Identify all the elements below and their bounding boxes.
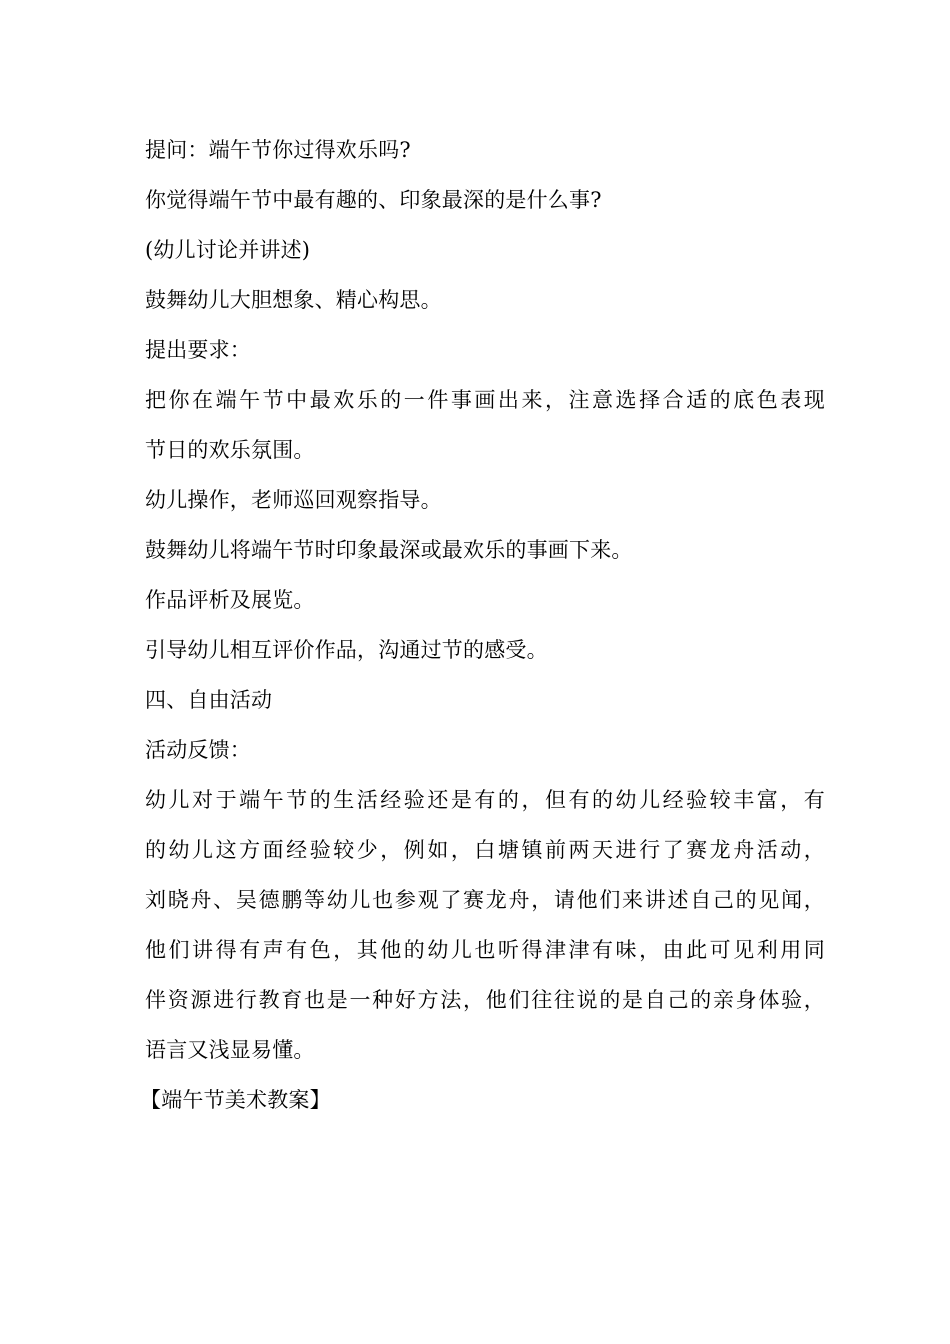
paragraph-line: 鼓舞幼儿将端午节时印象最深或最欢乐的事画下来。 (145, 538, 633, 562)
paragraph-line: (幼儿讨论并讲述) (145, 238, 311, 262)
paragraph-line: 引导幼儿相互评价作品，沟通过节的感受。 (145, 638, 548, 662)
section-heading: 【端午节美术教案】 (140, 1088, 331, 1112)
document-body (140, 132, 825, 1132)
paragraph-line: 提出要求： (145, 338, 251, 362)
paragraph-line: 节日的欢乐氛围。 (145, 438, 315, 462)
paragraph-line: 的幼儿这方面经验较少，例如，白塘镇前两天进行了赛龙舟活动， (145, 838, 825, 862)
paragraph-line: 他们讲得有声有色，其他的幼儿也听得津津有味，由此可见利用同 (145, 938, 825, 962)
paragraph-line: 鼓舞幼儿大胆想象、精心构思。 (145, 288, 442, 312)
section-title-line: 四、自由活动 (145, 688, 273, 712)
paragraph-line: 把你在端午节中最欢乐的一件事画出来，注意选择合适的底色表现 (145, 388, 825, 412)
paragraph-line: 作品评析及展览。 (145, 588, 315, 612)
paragraph-line: 刘晓舟、吴德鹏等幼儿也参观了赛龙舟，请他们来讲述自己的见闻， (145, 888, 825, 912)
paragraph-line: 提问：端午节你过得欢乐吗? (145, 138, 411, 162)
paragraph-line: 语言又浅显易懂。 (145, 1038, 315, 1062)
paragraph-line: 幼儿对于端午节的生活经验还是有的，但有的幼儿经验较丰富，有 (145, 788, 825, 812)
paragraph-line: 伴资源进行教育也是一种好方法，他们往往说的是自己的亲身体验， (145, 988, 825, 1012)
paragraph-line: 幼儿操作，老师巡回观察指导。 (145, 488, 442, 512)
paragraph-line: 活动反馈： (145, 738, 251, 762)
paragraph-line: 你觉得端午节中最有趣的、印象最深的是什么事? (145, 188, 602, 212)
